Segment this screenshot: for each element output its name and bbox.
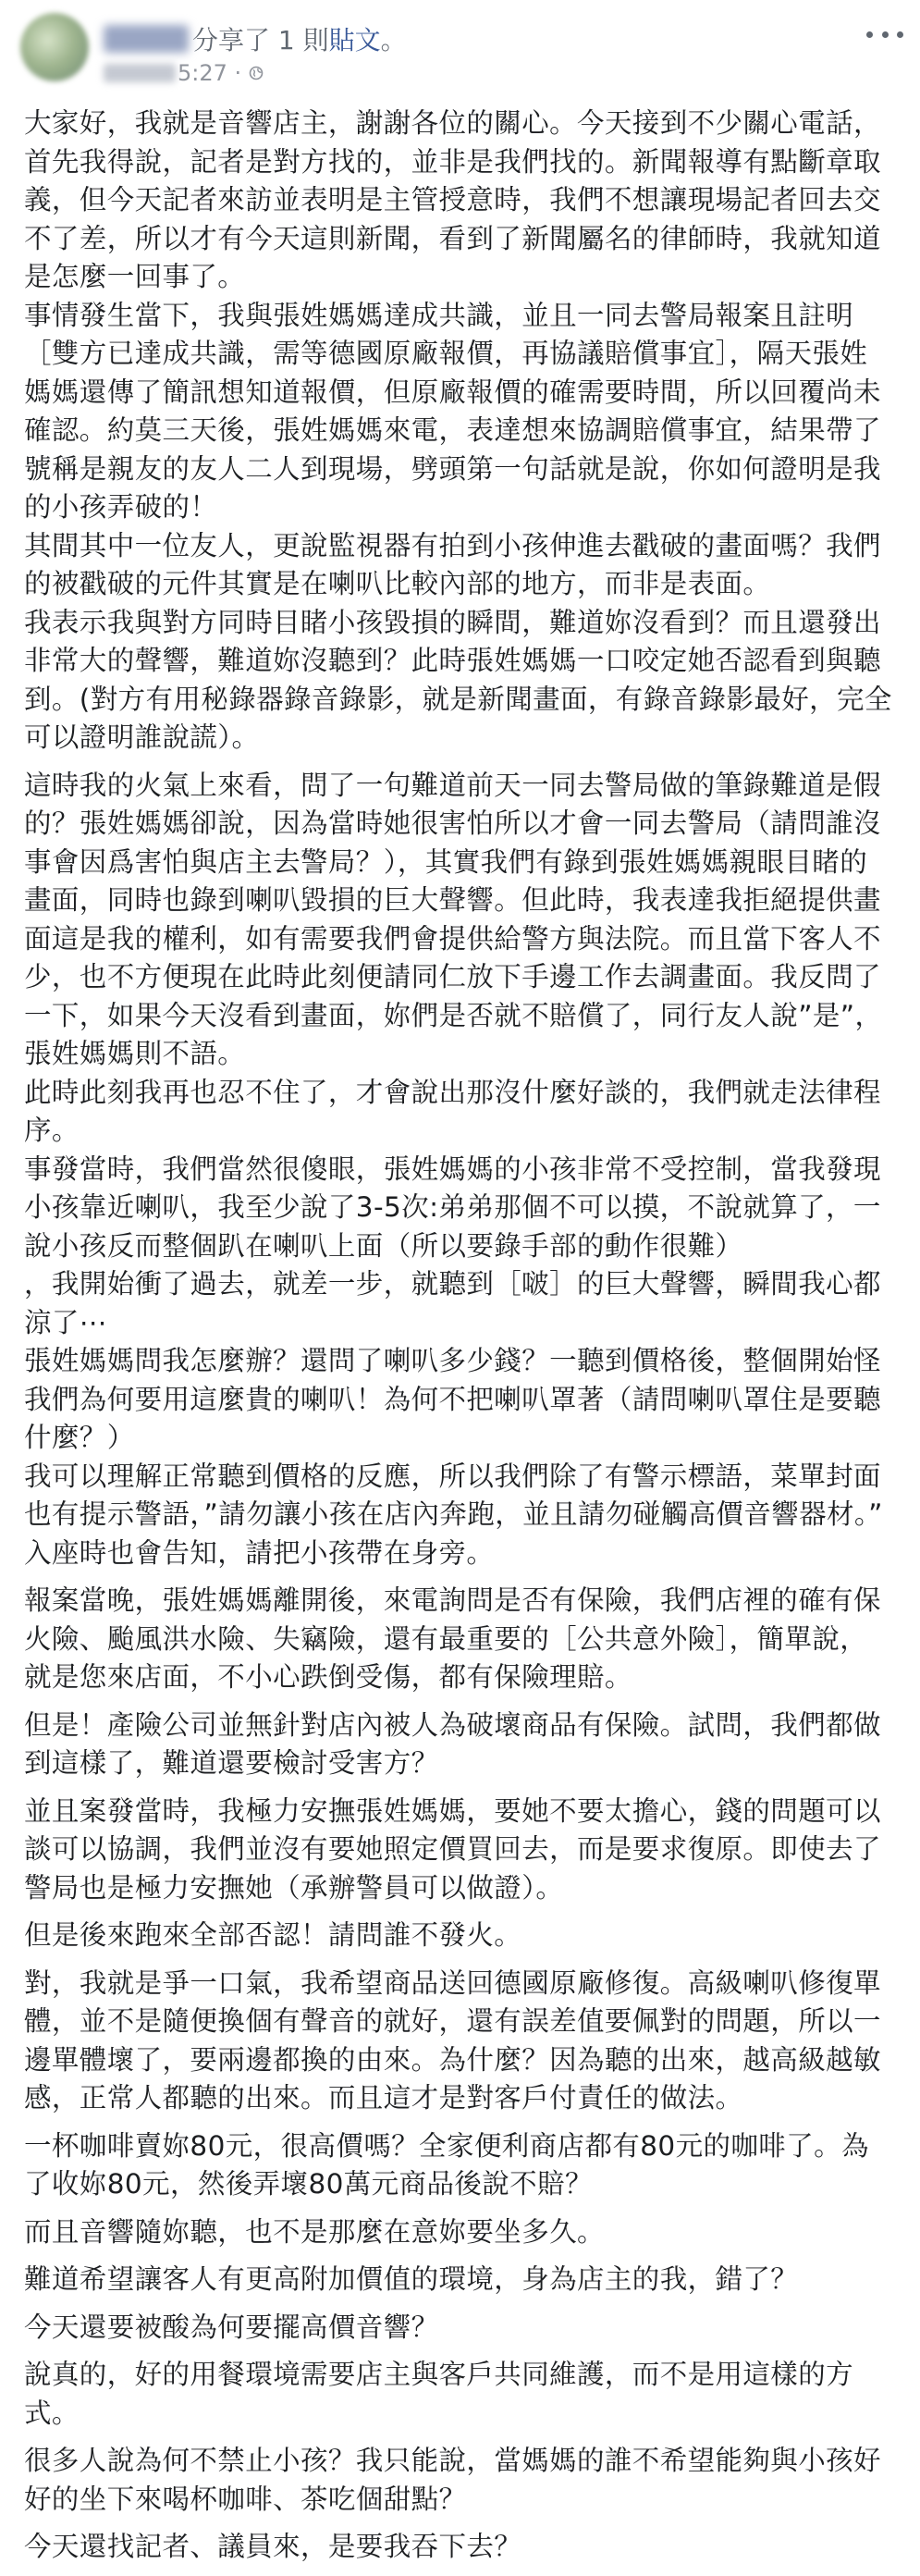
paragraph: 並且案發當時，我極力安撫張姓媽媽，要她不要太擔心，錢的問題可以談可以協調，我們並沒有要她照定價買回去，而是要求復原。即使去了警局也是極力安撫她（承辦警員可以做證）。 xyxy=(24,1794,881,1904)
post-link[interactable]: 貼文 xyxy=(328,25,381,55)
paragraph: 而且音響隨妳聽，也不是那麼在意妳要坐多久。 xyxy=(24,2215,605,2248)
post-time[interactable]: 5:27 · xyxy=(178,60,242,86)
paragraph: 今天還找記者、議員來，是要我吞下去？ xyxy=(24,2531,522,2562)
post-title-line xyxy=(104,20,407,57)
paragraph: 大家好，我就是音響店主，謝謝各位的關心。今天接到不少關心電話，首先我得說，記者是對方找的，並非是我們找的。新聞報導有點斷章取義，但今天記者來訪並表明是主管授意時，我們不想讓現場記者回去交不了差，所以才有今天這則新聞，看到了新聞屬名的律師時，我就知道是怎麼一回事了。 事情發生當下，我與張姓媽媽達成共識，並且一同去警局報案且註明［雙方已達成共識，需等德國原廠報價，再協議賠償事宜］，隔天張姓媽媽還傳了簡訊想知道報價，但原廠報價的確需要時間，所以回覆尚未確認。約莫三天後，張姓媽媽來電，表達想來協調賠償事宜，結果帶了號稱是親友的友人二人到現場，劈頭第一句話就是說，你如何證明是我的小孩弄破的！ 其間其中一位友人，更說監視器有拍到小孩伸進去戳破的畫面嗎？我們的被戳破的元件其實是在喇叭比較內部的地方，而非是表面。 我表示我與對方同時目睹小孩毀損的瞬間，難道妳沒看到？而且還發出非常大的聲響，難道妳沒聽到？此時張姓媽媽一口咬定她否認看到與聽到。(對方有用秘錄器錄音錄影，就是新聞畫面，有錄音錄影最好，完全可以證明誰說謊）。 xyxy=(24,107,892,753)
paragraph: 這時我的火氣上來看，問了一句難道前天一同去警局做的筆錄難道是假的？張姓媽媽卻說，因為當時她很害怕所以才會一同去警局（請問誰沒事會因爲害怕與店主去警局？），其實我們有錄到張姓媽媽親眼目睹的畫面，同時也錄到喇叭毀損的巨大聲響。但此時，我表達我拒絕提供畫面這是我的權利，如有需要我們會提供給警方與法院。而且當下客人不少，也不方便現在此時此刻便請同仁放下手邊工作去調畫面。我反問了一下，如果今天沒看到畫面，妳們是否就不賠償了，同行友人說”是”，張姓媽媽則不語。 此時此刻我再也忍不住了，才會說出那沒什麼好談的，我們就走法律程序。 事發當時，我們當然很傻眼，張姓媽媽的小孩非常不受控制，當我發現小孩靠近喇叭，我至少說了3-5次:弟弟那個不可以摸，不說就算了，一說小孩反而整個趴在喇叭上面（所以要錄手部的動作很難） ，我開始衝了過去，就差一步，就聽到［啵］的巨大聲響，瞬間我心都涼了⋯ 張姓媽媽問我怎麼辦？還問了喇叭多少錢？一聽到價格後，整個開始怪我們為何要用這麼貴的喇叭！為何不把喇叭罩著（請問喇叭罩住是要聽什麼？） 我可以理解正常聽到價格的反應，所以我們除了有警示標語，菜單封面也有提示警語，”請勿讓小孩在店內奔跑，並且請勿碰觸高價音響器材。” 入座時也會告知，請把小孩帶在身旁。 xyxy=(24,769,883,1569)
blurred-author-name[interactable] xyxy=(104,25,189,53)
title-period: 。 xyxy=(380,25,407,55)
ellipsis-icon[interactable] xyxy=(866,20,903,48)
paragraph: 說真的，好的用餐環境需要店主與客戶共同維護，而不是用這樣的方式。 xyxy=(24,2359,854,2429)
post-body xyxy=(24,105,893,2576)
paragraph: 今天還要被酸為何要擺高價音響？ xyxy=(24,2311,439,2343)
blurred-date[interactable] xyxy=(104,64,176,82)
paragraph: 一杯咖啡賣妳80元，很高價嗎？全家便利商店都有80元的咖啡了。為了收妳80元，然後弄壞80萬元商品後說不賠？ xyxy=(24,2129,869,2200)
paragraph: 但是後來跑來全部否認！請問誰不發火。 xyxy=(24,1919,522,1951)
avatar[interactable] xyxy=(20,13,89,81)
paragraph: 但是！產險公司並無針對店內被人為破壞商品有保險。試問，我們都做到這樣了，難道還要檢討受害方？ xyxy=(24,1708,881,1779)
shared-text: 分享了 1 則 xyxy=(192,25,329,55)
paragraph: 很多人說為何不禁止小孩？我只能說，當媽媽的誰不希望能夠與小孩好好的坐下來喝杯咖啡、茶吃個甜點？ xyxy=(24,2445,881,2515)
paragraph: 難道希望讓客人有更高附加價值的環境，身為店主的我，錯了？ xyxy=(24,2263,799,2295)
globe-icon xyxy=(249,66,264,80)
post-header xyxy=(0,0,920,89)
paragraph: 對，我就是爭一口氣，我希望商品送回德國原廠修復。高級喇叭修復單體，並不是隨便換個有聲音的就好，還有誤差值要佩對的問題，所以一邊單體壞了，要兩邊都換的由來。為什麼？因為聽的出來，越高級越敏感，正常人都聽的出來。而且這才是對客戶付責任的做法。 xyxy=(24,1966,881,2114)
post-meta xyxy=(104,59,264,87)
paragraph: 報案當晚，張姓媽媽離開後，來電詢問是否有保險，我們店裡的確有保火險、颱風洪水險、失竊險，還有最重要的［公共意外險］，簡單說，就是您來店面，不小心跌倒受傷，都有保險理賠。 xyxy=(24,1584,881,1693)
